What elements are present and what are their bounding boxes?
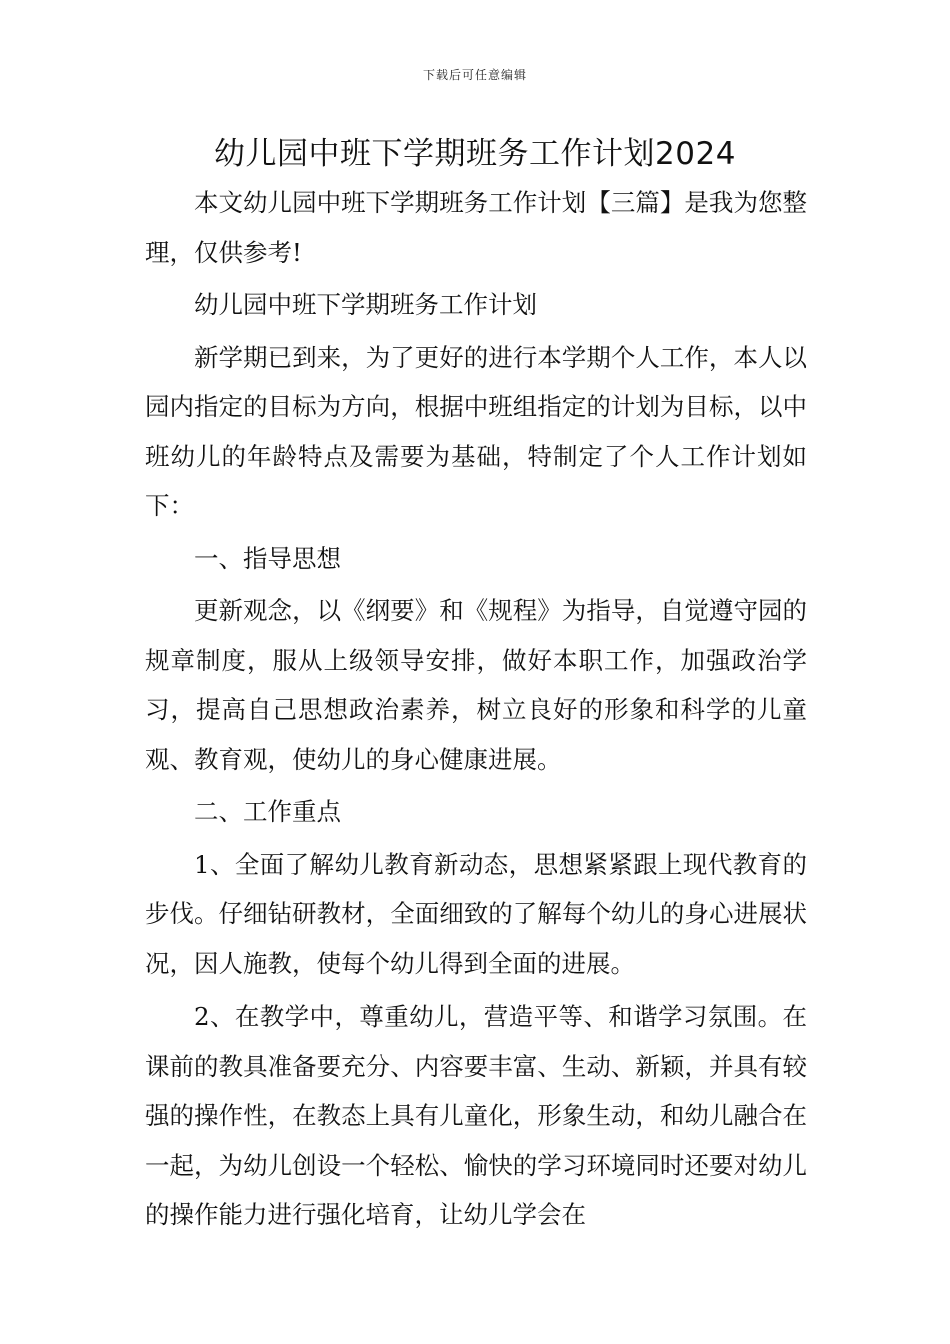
body-paragraph: 2、在教学中，尊重幼儿，营造平等、和谐学习氛围。在课前的教具准备要充分、内容要丰富、生动、新颖，并具有较强的操作性，在教态上具有儿童化，形象生动，和幼儿融合在一起，为幼儿创设一个轻松、愉快的学习环境同时还要对幼儿的操作能力进行强化培育，让幼儿学会在 [145,1002,807,1229]
body-paragraph: 新学期已到来，为了更好的进行本学期个人工作，本人以园内指定的目标为方向，根据中班组指定的计划为目标，以中班幼儿的年龄特点及需要为基础，特制定了个人工作计划如下： [145,342,807,520]
section-heading: 二、工作重点 [194,797,341,826]
intro-paragraph: 本文幼儿园中班下学期班务工作计划【三篇】是我为您整理，仅供参考! [145,188,807,267]
document-title: 幼儿园中班下学期班务工作计划2024 [214,136,736,172]
document-body [145,178,807,1240]
body-paragraph: 更新观念，以《纲要》和《规程》为指导，自觉遵守园的规章制度，服从上级领导安排，做好本职工作，加强政治学习，提高自己思想政治素养，树立良好的形象和科学的儿童观、教育观，使幼儿的身心健康进展。 [145,596,807,774]
body-paragraph: 1、全面了解幼儿教育新动态，思想紧紧跟上现代教育的步伐。仔细钻研教材，全面细致的了解每个幼儿的身心进展状况，因人施教，使每个幼儿得到全面的进展。 [145,849,807,978]
section-title: 幼儿园中班下学期班务工作计划 [194,290,537,319]
section-heading: 一、指导思想 [194,543,341,573]
header-note: 下载后可任意编辑 [422,68,527,82]
